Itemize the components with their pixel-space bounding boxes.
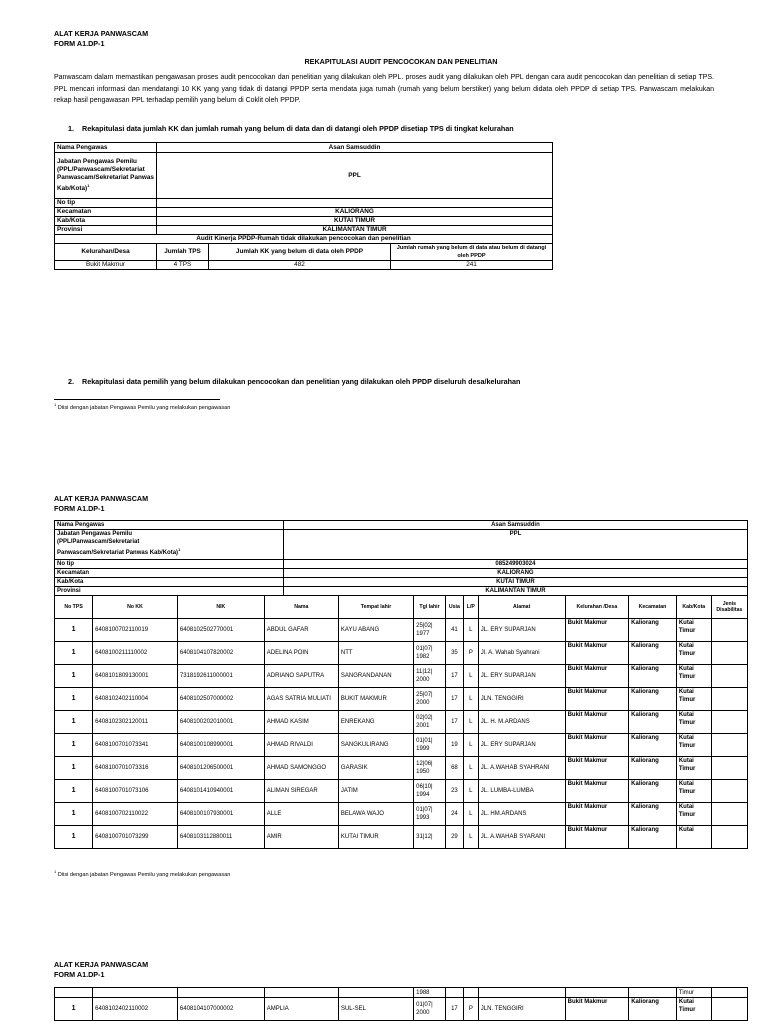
- cell-tempat: JATIM: [338, 780, 413, 803]
- cell-lp: L: [463, 619, 478, 642]
- cell-kk: 6408100701073316: [93, 757, 178, 780]
- cell-tgl: 12|06| 1950: [414, 757, 446, 780]
- carry-kab: Timur: [676, 988, 711, 998]
- cell-dis: [711, 711, 747, 734]
- cell-lp: L: [463, 803, 478, 826]
- page-title: REKAPITULASI AUDIT PENCOCOKAN DAN PENELITIAN: [304, 57, 498, 66]
- cell-nama: ALLE: [264, 803, 338, 826]
- cell-nama: AGAS SATRIA MULIATI: [264, 688, 338, 711]
- cell-kec: Kaliorang: [629, 803, 677, 826]
- cell-kec: Kaliorang: [629, 826, 677, 849]
- cell-jumlah-rumah: 241: [391, 261, 553, 270]
- label-kecamatan: Kecamatan: [55, 208, 157, 217]
- cell-dis: [711, 665, 747, 688]
- cell-kab: Kutai Timur: [676, 665, 711, 688]
- cell-kec: Kaliorang: [629, 665, 677, 688]
- cell-tgl: 11|12| 2000: [414, 665, 446, 688]
- cell-nik: 6408100202010001: [177, 711, 264, 734]
- cell-nama: AHMAD KASIM: [264, 711, 338, 734]
- cell-tgl: 06|10| 1994: [414, 780, 446, 803]
- col-tempat-lahir: Tempat lahir: [338, 596, 413, 619]
- cell-tps: 1: [55, 803, 93, 826]
- cell-alamat: JL. A.WAHAB SYARANI: [478, 826, 565, 849]
- cell-tempat: NTT: [338, 642, 413, 665]
- cell-tempat: GARASIK: [338, 757, 413, 780]
- cell-nama: AHMAD RIVALDI: [264, 734, 338, 757]
- cell-dis: [711, 688, 747, 711]
- cell-tgl: 01|07| 1982: [414, 642, 446, 665]
- label-provinsi: Provinsi: [55, 226, 157, 235]
- cell-kk: 6408100701073341: [93, 734, 178, 757]
- cell-nama: ADELINA POIN: [264, 642, 338, 665]
- cell-kk: 6408100211110002: [93, 642, 178, 665]
- col-kelurahan: Kelurahan /Desa: [565, 596, 629, 619]
- footnote-2: $^1$ Diisi dengan jabatan Pengawas Pemilu yang melakukan pengawasan: [54, 869, 231, 878]
- cell-alamat: JL. LUMBA-LUMBA: [478, 780, 565, 803]
- cell-kab: Kutai Timur: [676, 734, 711, 757]
- cell-kec: Kaliorang: [629, 619, 677, 642]
- cell-usia: 17: [445, 665, 463, 688]
- section-1-heading: [54, 124, 748, 133]
- cell-jumlah-tps: 4 TPS: [157, 261, 209, 270]
- cell-alamat: JL. H. M.ARDANS: [478, 711, 565, 734]
- cell-tempat: BUKIT MAKMUR: [338, 688, 413, 711]
- col-nik: NIK: [177, 596, 264, 619]
- cell-usia: 17: [445, 688, 463, 711]
- cell-alamat: Jl. A. Wahab Syahrani: [478, 642, 565, 665]
- label-kecamatan-2: Kecamatan: [55, 569, 284, 578]
- cell-desa: Bukit Makmur: [565, 803, 629, 826]
- form-header: [54, 29, 748, 49]
- cell-nik: 6408103112880011: [177, 826, 264, 849]
- cell-tps: 1: [55, 688, 93, 711]
- voter-table-continued-wrapper: [54, 987, 748, 1021]
- cell-tps: 1: [55, 780, 93, 803]
- table-row: [55, 642, 748, 665]
- footnote: $^1$ Diisi dengan jabatan Pengawas Pemilu yang melakukan pengawasan: [54, 402, 231, 411]
- cell-nik: 6408100108990001: [177, 734, 264, 757]
- cell-desa: Bukit Makmur: [565, 757, 629, 780]
- cell-kab: Kutai Timur: [676, 711, 711, 734]
- cell-desa: Bukit Makmur: [565, 688, 629, 711]
- cell-tps: 1: [55, 757, 93, 780]
- cell-dis: [711, 619, 747, 642]
- voter-table-header: [55, 596, 748, 619]
- cell-desa: Bukit Makmur: [565, 826, 629, 849]
- cell-desa: Bukit Makmur: [565, 665, 629, 688]
- cell-kk: 6408101809130001: [93, 665, 178, 688]
- cell-kk: 6408100701073299: [93, 826, 178, 849]
- cell-tps: 1: [55, 642, 93, 665]
- cell-lp: L: [463, 757, 478, 780]
- table-row: 1 6408102402110002 6408104107000002 AMPLIA SUL-SEL 01|07| 2000 17 P JLN. TENGGIRI Bukit Makmur Kaliorang Kutai Timur: [55, 998, 748, 1021]
- cell-kec: Kaliorang: [629, 711, 677, 734]
- cell-dis: [711, 780, 747, 803]
- cell-tgl: 25|02| 1977: [414, 619, 446, 642]
- label-jabatan-2: Jabatan Pengawas Pemilu (PPL/Panwascam/Sekretariat Panwascam/Sekretariat Panwas Kab/Kota)$^1$: [55, 530, 284, 560]
- col-disabilitas: Jenis Disabilitas: [711, 596, 747, 619]
- cell-tps: 1: [55, 665, 93, 688]
- value-nama-pengawas-2: Asan Samsuddin: [283, 521, 747, 530]
- table-row: [55, 757, 748, 780]
- header-kelurahan: Kelurahan/Desa: [55, 244, 157, 261]
- cell-kab: Kutai Timur: [676, 619, 711, 642]
- label-provinsi-2: Provinsi: [55, 587, 284, 596]
- col-tgl-lahir: Tgl lahir: [414, 596, 446, 619]
- value-no-tip-2: 085249903024: [283, 560, 747, 569]
- cell-nama: ADRIANO SAPUTRA: [264, 665, 338, 688]
- value-jabatan-2: PPL: [283, 530, 747, 560]
- cell-desa: Bukit Makmur: [565, 711, 629, 734]
- col-usia: Usia: [445, 596, 463, 619]
- cell-dis: [711, 642, 747, 665]
- table-row: [55, 665, 748, 688]
- cell-kec: Kaliorang: [629, 757, 677, 780]
- cell-alamat: JL. ERY SUPARJAN: [478, 619, 565, 642]
- cell-nik: 6408104107820002: [177, 642, 264, 665]
- form-header-line2: FORM A1.DP-1: [54, 39, 105, 48]
- cell-desa: Bukit Makmur: [565, 642, 629, 665]
- cell-kk: 6408100702110022: [93, 803, 178, 826]
- label-kabkota-2: Kab/Kota: [55, 578, 284, 587]
- cell-alamat: JL. ERY SUPARJAN: [478, 665, 565, 688]
- section-2-number: 2.: [68, 377, 74, 386]
- cell-nama: ALIMAN SIREGAR: [264, 780, 338, 803]
- cell-kec: Kaliorang: [629, 688, 677, 711]
- cell-nik: 6408101206500001: [177, 757, 264, 780]
- cell-kk: 6408100702110019: [93, 619, 178, 642]
- cell-tempat: SANGKULIRANG: [338, 734, 413, 757]
- cell-dis: [711, 734, 747, 757]
- cell-nik: 6408101410940001: [177, 780, 264, 803]
- cell-lp: P: [463, 642, 478, 665]
- cell-desa: Bukit Makmur: [565, 780, 629, 803]
- value-nama-pengawas: Asan Samsuddin: [157, 143, 553, 153]
- table-row: [55, 826, 748, 849]
- cell-kelurahan: Bukit Makmur: [55, 261, 157, 270]
- table-row: [55, 619, 748, 642]
- voter-table: [54, 520, 748, 849]
- cell-tempat: KUTAI TIMUR: [338, 826, 413, 849]
- col-no-tps: No TPS: [55, 596, 93, 619]
- recap-table: [54, 142, 553, 270]
- value-kecamatan-2: KALIORANG: [283, 569, 747, 578]
- cell-lp: L: [463, 665, 478, 688]
- cell-alamat: JL. ERY SUPARJAN: [478, 734, 565, 757]
- cell-usia: 23: [445, 780, 463, 803]
- col-kecamatan: Kecamatan: [629, 596, 677, 619]
- cell-kab: Kutai: [676, 826, 711, 849]
- cell-kab: Kutai Timur: [676, 780, 711, 803]
- col-lp: L/P: [463, 596, 478, 619]
- cell-kec: Kaliorang: [629, 642, 677, 665]
- cell-tgl: 02|02| 2001: [414, 711, 446, 734]
- cell-lp: L: [463, 711, 478, 734]
- col-alamat: Alamat: [478, 596, 565, 619]
- form-header-2: ALAT KERJA PANWASCAM FORM A1.DP-1: [54, 494, 149, 513]
- cell-kab: Kutai Timur: [676, 688, 711, 711]
- cell-nik: 6408100107930001: [177, 803, 264, 826]
- cell-nik: 7318192611000001: [177, 665, 264, 688]
- table-row: [55, 711, 748, 734]
- cell-tps: 1: [55, 711, 93, 734]
- header-jumlah-kk: Jumlah KK yang belum di data oleh PPDP: [209, 244, 391, 261]
- col-no-kk: No KK: [93, 596, 178, 619]
- table-row: [55, 780, 748, 803]
- value-kecamatan: KALIORANG: [157, 208, 553, 217]
- carry-tgl: 1988: [414, 988, 446, 998]
- cell-nama: AMIR: [264, 826, 338, 849]
- cell-usia: 35: [445, 642, 463, 665]
- cell-desa: Bukit Makmur: [565, 734, 629, 757]
- cell-usia: 17: [445, 711, 463, 734]
- cell-kab: Kutai Timur: [676, 642, 711, 665]
- cell-tps: 1: [55, 619, 93, 642]
- value-provinsi-2: KALIMANTAN TIMUR: [283, 587, 747, 596]
- cell-nama: AHMAD SAMONGGO: [264, 757, 338, 780]
- cell-lp: L: [463, 688, 478, 711]
- recap-table-wrapper: [54, 142, 748, 270]
- cell-lp: L: [463, 780, 478, 803]
- cell-lp: L: [463, 734, 478, 757]
- cell-usia: 29: [445, 826, 463, 849]
- form-header-3: ALAT KERJA PANWASCAM FORM A1.DP-1: [54, 960, 149, 979]
- cell-desa: Bukit Makmur: [565, 619, 629, 642]
- cell-kec: Kaliorang: [629, 780, 677, 803]
- table-row: [55, 734, 748, 757]
- cell-kk: 6408102302120011: [93, 711, 178, 734]
- cell-jumlah-kk: 482: [209, 261, 391, 270]
- cell-tgl: 01|07| 1993: [414, 803, 446, 826]
- label-jabatan: Jabatan Pengawas Pemilu (PPL/Panwascam/Sekretariat Panwascam/Sekretariat Panwas Kab/Kota)$^1$: [55, 153, 157, 199]
- cell-kab: Kutai Timur: [676, 803, 711, 826]
- cell-kk: 6408102402110004: [93, 688, 178, 711]
- form-header-line1: ALAT KERJA PANWASCAM: [54, 29, 149, 38]
- value-kabkota: KUTAI TIMUR: [157, 217, 553, 226]
- cell-dis: [711, 803, 747, 826]
- cell-tempat: SANGRANDANAN: [338, 665, 413, 688]
- label-kabkota: Kab/Kota: [55, 217, 157, 226]
- cell-nik: 6408102502770001: [177, 619, 264, 642]
- value-provinsi: KALIMANTAN TIMUR: [157, 226, 553, 235]
- cell-tgl: 31|12|: [414, 826, 446, 849]
- label-nama-pengawas-2: Nama Pengawas: [55, 521, 284, 530]
- intro-paragraph: Panwascam dalam memastikan pengawasan proses audit pencocokan dan penelitian yang dilakukan oleh PPL. proses audit yang dilakukan oleh PPL dengan cara audit pencocokan dan penelitian di setiap TPS. PPL mencari informasi dan mendatangi 10 KK yang yang tidak di datangi PPDP serta mendata juga rumah (rumah yang belum berstiker) yang belum didata oleh PPDP di setiap TPS. Panwascam melakukan rekap hasil pengawasan PPL terhadap pemilih yang belum di Coklit oleh PPDP.: [54, 74, 714, 104]
- table-row: [55, 803, 748, 826]
- section-2-heading: [54, 377, 748, 386]
- value-kabkota-2: KUTAI TIMUR: [283, 578, 747, 587]
- section-2-text: Rekapitulasi data pemilih yang belum dilakukan pencocokan dan penelitian yang dilakukan oleh PPDP diseluruh desa/kelurahan: [82, 377, 521, 386]
- label-no-tip-2: No tip: [55, 560, 284, 569]
- cell-tgl: 25|07| 2000: [414, 688, 446, 711]
- header-jumlah-tps: Jumlah TPS: [157, 244, 209, 261]
- voter-table-continued: [54, 987, 748, 1021]
- cell-tempat: BELAWA WAJO: [338, 803, 413, 826]
- cell-kab: Kutai Timur: [676, 757, 711, 780]
- cell-usia: 41: [445, 619, 463, 642]
- footnote-rule: [54, 399, 220, 400]
- value-no-tip: [157, 199, 553, 208]
- cell-lp: L: [463, 826, 478, 849]
- cell-tempat: ENREKANG: [338, 711, 413, 734]
- cell-tps: 1: [55, 734, 93, 757]
- section-1-text: Rekapitulasi data jumlah KK dan jumlah rumah yang belum di data dan di datangi oleh PPDP disetiap TPS di tingkat kelurahan: [82, 124, 514, 133]
- cell-usia: 68: [445, 757, 463, 780]
- cell-nik: 6408102507000002: [177, 688, 264, 711]
- label-nama-pengawas: Nama Pengawas: [55, 143, 157, 153]
- section-1-number: 1.: [68, 124, 74, 133]
- header-jumlah-rumah: Jumlah rumah yang belum di data atau belum di datangi oleh PPDP: [391, 244, 553, 261]
- cell-alamat: JL. HM.ARDANS: [478, 803, 565, 826]
- col-kabkota: Kab/Kota: [676, 596, 711, 619]
- table-row: [55, 688, 748, 711]
- cell-tempat: KAYU ABANG: [338, 619, 413, 642]
- cell-kk: 6408100701073106: [93, 780, 178, 803]
- value-jabatan: PPL: [157, 153, 553, 199]
- cell-alamat: JL. A.WAHAB SYAHRANI: [478, 757, 565, 780]
- cell-tgl: 01|01| 1999: [414, 734, 446, 757]
- audit-banner: Audit Kinerja PPDP-Rumah tidak dilakukan pencocokan dan penelitian: [55, 235, 553, 244]
- cell-dis: [711, 757, 747, 780]
- cell-usia: 24: [445, 803, 463, 826]
- cell-kec: Kaliorang: [629, 734, 677, 757]
- cell-usia: 19: [445, 734, 463, 757]
- carry-over-row: [55, 988, 748, 998]
- cell-dis: [711, 826, 747, 849]
- cell-alamat: JLN. TENGGIRI: [478, 688, 565, 711]
- cell-nama: ABDUL GAFAR: [264, 619, 338, 642]
- label-no-tip: No tip: [55, 199, 157, 208]
- voter-table-wrapper: [54, 520, 748, 849]
- col-nama: Nama: [264, 596, 338, 619]
- cell-tps: 1: [55, 826, 93, 849]
